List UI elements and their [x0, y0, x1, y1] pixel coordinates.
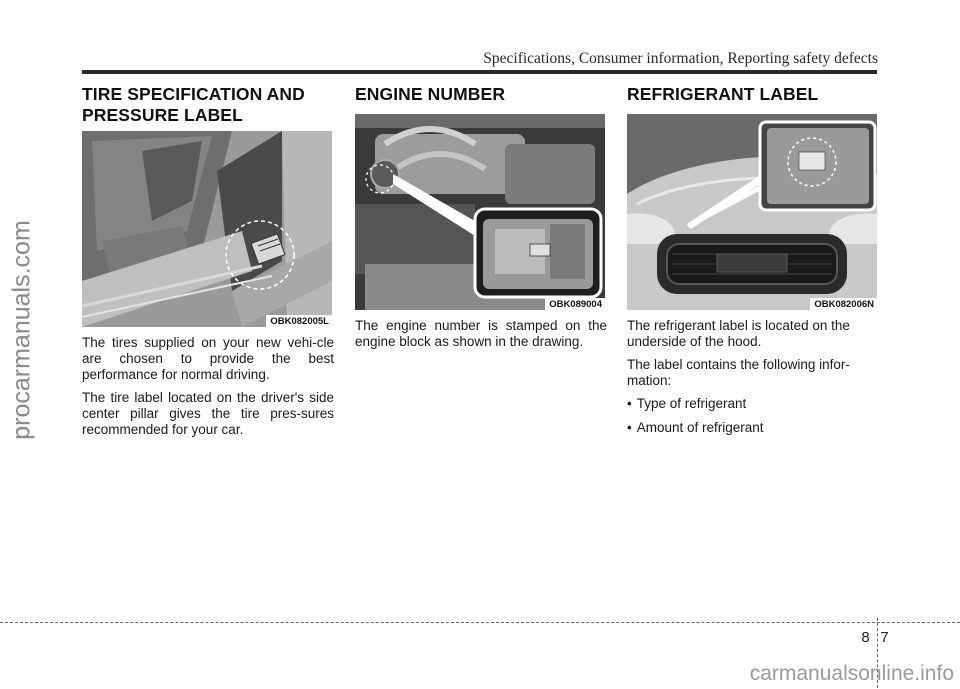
engine-number-photo — [355, 114, 605, 310]
bullet-icon: • — [627, 420, 632, 435]
tire-label-illustration — [82, 131, 332, 327]
engine-number-text — [355, 318, 607, 350]
refrigerant-label-photo — [627, 114, 877, 310]
refrigerant-label-paragraph-1: The refrigerant label is located on the underside of the hood. — [627, 318, 850, 349]
chapter-number: 8 — [861, 629, 870, 646]
page-number — [856, 629, 894, 646]
list-item — [627, 420, 879, 436]
watermark-left-text: procarmanuals.com — [7, 220, 36, 440]
list-item — [627, 396, 879, 412]
engine-number-image-code: OBK089004 — [545, 298, 605, 310]
header-rule — [82, 70, 877, 74]
refrigerant-info-list — [627, 396, 879, 436]
footer-dashed-rule — [0, 622, 960, 623]
refrigerant-label-heading: REFRIGERANT LABEL — [627, 84, 819, 104]
tire-label-paragraph-2: The tire label located on the driver's side center pillar gives the tire pres-sures recommended for your car. — [82, 390, 334, 437]
refrigerant-label-image-code: OBK082006N — [810, 298, 877, 310]
tire-label-photo — [82, 131, 332, 327]
refrigerant-bullet-1: Type of refrigerant — [636, 396, 747, 411]
tire-label-image-code: OBK082005L — [266, 315, 332, 327]
watermark-bottom: carmanualsonline.info — [749, 662, 954, 685]
watermark-left — [2, 140, 42, 520]
section-title: Specifications, Consumer information, Reporting safety defects — [483, 50, 878, 67]
tire-label-heading-line2: PRESSURE LABEL — [82, 105, 243, 125]
car-hood-illustration — [627, 114, 877, 310]
engine-number-heading: ENGINE NUMBER — [355, 84, 506, 104]
tire-label-heading-line1: TIRE SPECIFICATION AND — [82, 84, 305, 104]
refrigerant-label-text — [627, 318, 879, 436]
refrigerant-label-paragraph-2: The label contains the following infor-mation: — [627, 357, 850, 388]
bullet-icon: • — [627, 396, 632, 411]
page-number-value: 7 — [880, 629, 889, 646]
engine-number-paragraph-1: The engine number is stamped on the engine block as shown in the drawing. — [355, 318, 607, 349]
tire-label-paragraph-1: The tires supplied on your new vehi-cle are chosen to provide the best performance for normal driving. — [82, 335, 334, 382]
tire-label-section — [82, 84, 334, 445]
engine-number-section — [355, 84, 607, 357]
engine-illustration — [355, 114, 605, 310]
refrigerant-bullet-2: Amount of refrigerant — [636, 420, 764, 435]
tire-label-text — [82, 335, 334, 438]
tire-label-heading — [82, 84, 334, 126]
refrigerant-label-section — [627, 84, 879, 444]
